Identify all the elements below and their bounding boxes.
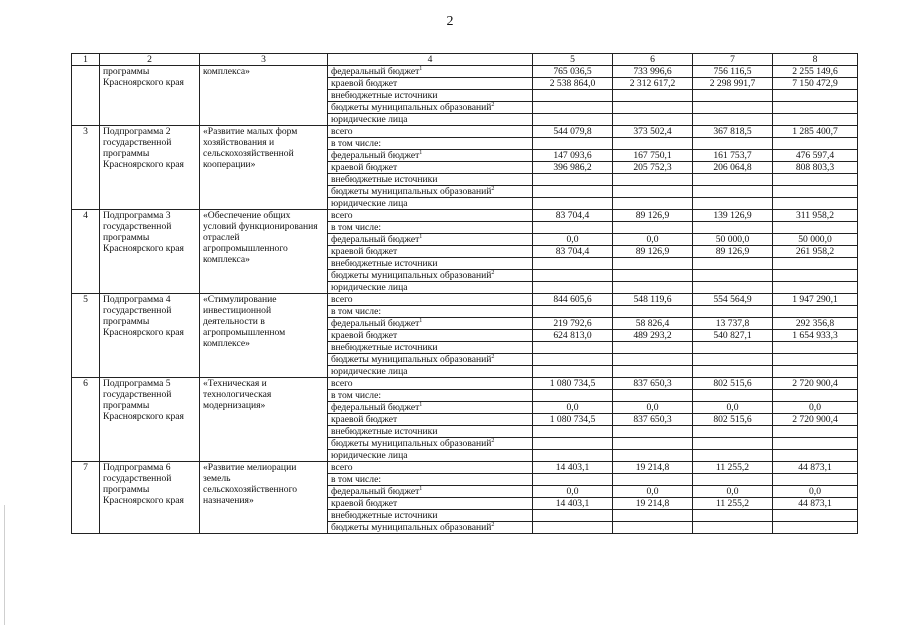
source-label: внебюджетные источники [331,510,438,521]
value-cell-v7 [693,138,773,150]
value-cell-v6: 548 119,6 [613,294,693,306]
source-label-cell [328,114,533,126]
value-cell-v7 [693,354,773,366]
source-label-cell [328,234,533,246]
source-label-cell [328,210,533,222]
program-name-cell: Подпрограмма 2 государственной программы Красноярского края [100,126,200,210]
source-label-cell [328,414,533,426]
value-cell-v6 [613,450,693,462]
value-cell-v6: 89 126,9 [613,246,693,258]
value-cell-v6 [613,438,693,450]
value-cell-v6 [613,198,693,210]
column-number-cell: 7 [693,54,773,66]
source-label: юридические лица [331,198,408,209]
source-label-cell [328,342,533,354]
value-cell-v6 [613,510,693,522]
value-cell-v8: 0,0 [773,402,858,414]
source-label: юридические лица [331,450,408,461]
value-cell-v5 [533,510,613,522]
row-number-cell: 4 [72,210,100,294]
value-cell-v7: 367 818,5 [693,126,773,138]
source-label: юридические лица [331,282,408,293]
source-label-cell [328,174,533,186]
source-label: бюджеты муниципальных образований [331,186,492,197]
value-cell-v6 [613,186,693,198]
table-row [72,66,858,78]
value-cell-v8: 476 597,4 [773,150,858,162]
value-cell-v6 [613,270,693,282]
value-cell-v6: 0,0 [613,486,693,498]
footnote-mark: 1 [419,486,423,492]
value-cell-v6: 733 996,6 [613,66,693,78]
footnote-mark: 2 [491,354,495,360]
value-cell-v7: 554 564,9 [693,294,773,306]
source-label: юридические лица [331,366,408,377]
source-label-cell [328,438,533,450]
value-cell-v8 [773,186,858,198]
value-cell-v8 [773,390,858,402]
value-cell-v7: 802 515,6 [693,414,773,426]
value-cell-v8 [773,450,858,462]
value-cell-v8: 7 150 472,9 [773,78,858,90]
value-cell-v8 [773,90,858,102]
value-cell-v7 [693,102,773,114]
value-cell-v8 [773,138,858,150]
value-cell-v5 [533,282,613,294]
row-number-cell: 5 [72,294,100,378]
source-label: в том числе: [331,306,382,317]
value-cell-v8 [773,342,858,354]
source-label-cell [328,402,533,414]
source-label-cell [328,378,533,390]
value-cell-v6 [613,138,693,150]
source-label: федеральный бюджет [331,402,420,413]
value-cell-v5: 1 080 734,5 [533,414,613,426]
value-cell-v5: 624 813,0 [533,330,613,342]
value-cell-v6 [613,342,693,354]
value-cell-v7 [693,474,773,486]
value-cell-v5: 396 986,2 [533,162,613,174]
source-label-cell [328,66,533,78]
source-label: внебюджетные источники [331,342,438,353]
value-cell-v6: 0,0 [613,234,693,246]
value-cell-v7: 206 064,8 [693,162,773,174]
value-cell-v7 [693,186,773,198]
source-label-cell [328,474,533,486]
footnote-mark: 2 [491,102,495,108]
source-label-cell [328,294,533,306]
source-label: в том числе: [331,390,382,401]
value-cell-v8 [773,114,858,126]
source-label: всего [331,378,353,389]
footnote-mark: 1 [419,402,423,408]
source-label: федеральный бюджет [331,486,420,497]
value-cell-v6 [613,474,693,486]
value-cell-v5 [533,258,613,270]
source-label-cell [328,150,533,162]
value-cell-v7 [693,366,773,378]
value-cell-v5: 544 079,8 [533,126,613,138]
value-cell-v5: 0,0 [533,234,613,246]
value-cell-v7: 0,0 [693,402,773,414]
scan-edge-line [4,505,5,625]
value-cell-v7: 50 000,0 [693,234,773,246]
footnote-mark: 2 [491,270,495,276]
value-cell-v6: 19 214,8 [613,462,693,474]
source-label-cell [328,162,533,174]
program-title-cell: «Развитие мелиорации земель сельскохозяйственного назначения» [200,462,328,534]
value-cell-v6 [613,102,693,114]
source-label-cell [328,366,533,378]
source-label-cell [328,78,533,90]
value-cell-v6 [613,426,693,438]
value-cell-v7 [693,342,773,354]
program-name-cell: Подпрограмма 6 государственной программы Красноярского края [100,462,200,534]
value-cell-v7: 2 298 991,7 [693,78,773,90]
value-cell-v7 [693,114,773,126]
source-label: краевой бюджет [331,78,398,89]
value-cell-v6 [613,114,693,126]
source-label-cell [328,354,533,366]
value-cell-v7 [693,438,773,450]
source-label: краевой бюджет [331,246,398,257]
source-label-cell [328,510,533,522]
source-label: в том числе: [331,222,382,233]
value-cell-v7 [693,270,773,282]
value-cell-v5: 844 605,6 [533,294,613,306]
source-label-cell [328,462,533,474]
value-cell-v5: 83 704,4 [533,246,613,258]
table-row [72,378,858,390]
value-cell-v6 [613,354,693,366]
value-cell-v7: 0,0 [693,486,773,498]
source-label: краевой бюджет [331,414,398,425]
value-cell-v5: 765 036,5 [533,66,613,78]
value-cell-v8: 2 255 149,6 [773,66,858,78]
value-cell-v5: 219 792,6 [533,318,613,330]
value-cell-v7 [693,282,773,294]
value-cell-v8 [773,270,858,282]
column-number-cell: 2 [100,54,200,66]
value-cell-v6 [613,282,693,294]
value-cell-v7: 89 126,9 [693,246,773,258]
value-cell-v6 [613,174,693,186]
value-cell-v7: 540 827,1 [693,330,773,342]
source-label: бюджеты муниципальных образований [331,522,492,533]
value-cell-v7: 161 753,7 [693,150,773,162]
source-label: бюджеты муниципальных образований [331,102,492,113]
value-cell-v5 [533,138,613,150]
table-row [72,126,858,138]
source-label-cell [328,186,533,198]
footnote-mark: 1 [419,66,423,72]
value-cell-v6: 373 502,4 [613,126,693,138]
page-number: 2 [446,14,454,29]
value-cell-v5 [533,270,613,282]
value-cell-v5 [533,438,613,450]
value-cell-v6: 205 752,3 [613,162,693,174]
source-label: внебюджетные источники [331,258,438,269]
value-cell-v8: 2 720 900,4 [773,378,858,390]
value-cell-v8 [773,438,858,450]
program-name-cell: Подпрограмма 5 государственной программы Красноярского края [100,378,200,462]
footnote-mark: 1 [419,234,423,240]
value-cell-v5 [533,114,613,126]
source-label-cell [328,246,533,258]
source-label-cell [328,390,533,402]
source-label-cell [328,222,533,234]
value-cell-v6 [613,390,693,402]
row-number-cell: 7 [72,462,100,534]
footnote-mark: 2 [491,522,495,528]
value-cell-v5 [533,366,613,378]
value-cell-v5 [533,102,613,114]
value-cell-v5: 0,0 [533,402,613,414]
value-cell-v8: 44 873,1 [773,462,858,474]
value-cell-v5 [533,474,613,486]
value-cell-v6: 489 293,2 [613,330,693,342]
value-cell-v8: 44 873,1 [773,498,858,510]
value-cell-v7: 11 255,2 [693,462,773,474]
value-cell-v5: 2 538 864,0 [533,78,613,90]
value-cell-v6: 0,0 [613,402,693,414]
source-label-cell [328,486,533,498]
value-cell-v5 [533,186,613,198]
source-label-cell [328,138,533,150]
value-cell-v5: 147 093,6 [533,150,613,162]
source-label: бюджеты муниципальных образований [331,270,492,281]
value-cell-v8 [773,174,858,186]
value-cell-v8 [773,426,858,438]
column-number-cell: 5 [533,54,613,66]
source-label: всего [331,126,353,137]
source-label: бюджеты муниципальных образований [331,438,492,449]
value-cell-v6 [613,366,693,378]
value-cell-v7 [693,222,773,234]
program-name-cell: программы Красноярского края [100,66,200,126]
value-cell-v5: 14 403,1 [533,498,613,510]
column-number-cell: 3 [200,54,328,66]
value-cell-v7 [693,450,773,462]
value-cell-v5 [533,222,613,234]
value-cell-v6 [613,522,693,534]
table-row [72,210,858,222]
value-cell-v7 [693,198,773,210]
value-cell-v8 [773,306,858,318]
value-cell-v8 [773,282,858,294]
row-number-cell [72,66,100,126]
program-title-cell: «Техническая и технологическая модернизация» [200,378,328,462]
value-cell-v5: 0,0 [533,486,613,498]
value-cell-v5 [533,198,613,210]
source-label: федеральный бюджет [331,66,420,77]
program-title-cell: «Стимулирование инвестиционной деятельности в агропромышленном комплексе» [200,294,328,378]
source-label-cell [328,318,533,330]
value-cell-v8 [773,474,858,486]
value-cell-v8 [773,354,858,366]
value-cell-v5: 14 403,1 [533,462,613,474]
source-label: внебюджетные источники [331,426,438,437]
value-cell-v8: 808 803,3 [773,162,858,174]
source-label: федеральный бюджет [331,150,420,161]
row-number-cell: 6 [72,378,100,462]
value-cell-v5 [533,90,613,102]
value-cell-v6: 2 312 617,2 [613,78,693,90]
value-cell-v8 [773,522,858,534]
source-label-cell [328,198,533,210]
source-label: бюджеты муниципальных образований [331,354,492,365]
value-cell-v8: 292 356,8 [773,318,858,330]
value-cell-v5 [533,354,613,366]
source-label-cell [328,126,533,138]
column-number-cell: 6 [613,54,693,66]
value-cell-v6 [613,258,693,270]
footnote-mark: 2 [491,186,495,192]
value-cell-v5 [533,174,613,186]
footnote-mark: 1 [419,150,423,156]
source-label-cell [328,102,533,114]
header-row [72,54,858,66]
value-cell-v6 [613,306,693,318]
value-cell-v8: 261 958,2 [773,246,858,258]
value-cell-v7: 11 255,2 [693,498,773,510]
source-label: краевой бюджет [331,330,398,341]
source-label: краевой бюджет [331,498,398,509]
source-label: всего [331,462,353,473]
value-cell-v6: 837 650,3 [613,414,693,426]
source-label-cell [328,450,533,462]
value-cell-v5 [533,306,613,318]
value-cell-v6: 167 750,1 [613,150,693,162]
value-cell-v8: 1 654 933,3 [773,330,858,342]
value-cell-v5 [533,342,613,354]
value-cell-v7: 802 515,6 [693,378,773,390]
value-cell-v6: 837 650,3 [613,378,693,390]
value-cell-v5 [533,450,613,462]
source-label-cell [328,330,533,342]
value-cell-v6: 58 826,4 [613,318,693,330]
source-label: внебюджетные источники [331,174,438,185]
value-cell-v8: 50 000,0 [773,234,858,246]
value-cell-v8: 1 947 290,1 [773,294,858,306]
value-cell-v8: 2 720 900,4 [773,414,858,426]
value-cell-v8 [773,102,858,114]
value-cell-v8 [773,222,858,234]
source-label: федеральный бюджет [331,234,420,245]
value-cell-v5 [533,522,613,534]
program-name-cell: Подпрограмма 4 государственной программы Красноярского края [100,294,200,378]
budget-table [71,53,858,534]
value-cell-v7 [693,174,773,186]
program-title-cell: «Развитие малых форм хозяйствования и сельскохозяйственной кооперации» [200,126,328,210]
source-label-cell [328,90,533,102]
value-cell-v7 [693,510,773,522]
value-cell-v7 [693,90,773,102]
table-row [72,294,858,306]
value-cell-v7: 139 126,9 [693,210,773,222]
value-cell-v7 [693,390,773,402]
value-cell-v7 [693,522,773,534]
source-label-cell [328,258,533,270]
source-label: всего [331,210,353,221]
source-label: краевой бюджет [331,162,398,173]
source-label: в том числе: [331,138,382,149]
value-cell-v8 [773,198,858,210]
source-label: в том числе: [331,474,382,485]
source-label-cell [328,306,533,318]
source-label: внебюджетные источники [331,90,438,101]
table-row [72,462,858,474]
value-cell-v5: 1 080 734,5 [533,378,613,390]
value-cell-v6: 19 214,8 [613,498,693,510]
value-cell-v6 [613,90,693,102]
value-cell-v8: 1 285 400,7 [773,126,858,138]
source-label-cell [328,498,533,510]
source-label-cell [328,426,533,438]
program-title-cell: «Обеспечение общих условий функционирования отраслей агропромышленного комплекса» [200,210,328,294]
footnote-mark: 2 [491,438,495,444]
value-cell-v7 [693,258,773,270]
value-cell-v6 [613,222,693,234]
value-cell-v8 [773,258,858,270]
column-number-cell: 1 [72,54,100,66]
program-name-cell: Подпрограмма 3 государственной программы Красноярского края [100,210,200,294]
source-label-cell [328,270,533,282]
source-label: федеральный бюджет [331,318,420,329]
value-cell-v6: 89 126,9 [613,210,693,222]
source-label-cell [328,522,533,534]
value-cell-v7 [693,306,773,318]
column-number-cell: 8 [773,54,858,66]
value-cell-v7: 13 737,8 [693,318,773,330]
value-cell-v8 [773,510,858,522]
footnote-mark: 1 [419,318,423,324]
column-number-cell: 4 [328,54,533,66]
value-cell-v7: 756 116,5 [693,66,773,78]
source-label-cell [328,282,533,294]
value-cell-v7 [693,426,773,438]
value-cell-v8: 311 958,2 [773,210,858,222]
source-label: всего [331,294,353,305]
value-cell-v5: 83 704,4 [533,210,613,222]
source-label: юридические лица [331,114,408,125]
row-number-cell: 3 [72,126,100,210]
value-cell-v8: 0,0 [773,486,858,498]
value-cell-v5 [533,426,613,438]
value-cell-v8 [773,366,858,378]
program-title-cell: комплекса» [200,66,328,126]
value-cell-v5 [533,390,613,402]
